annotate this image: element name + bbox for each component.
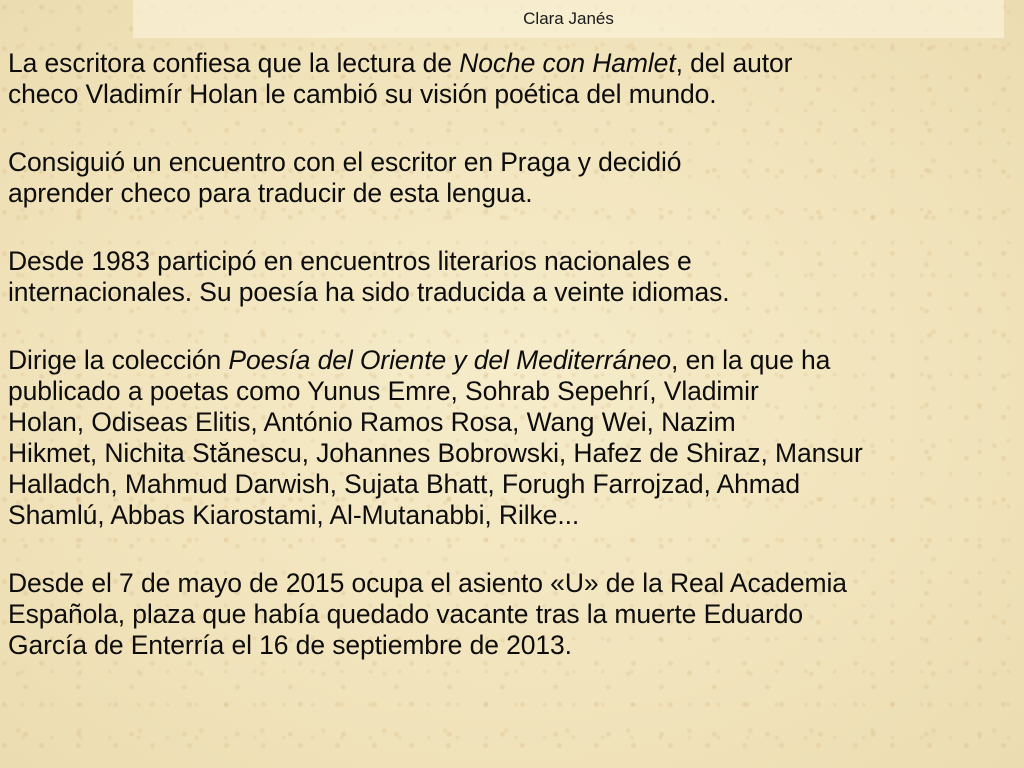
text-run: Hikmet, Nichita Stănescu, Johannes Bobrowski, Hafez de Shiraz, Mansur (8, 438, 863, 468)
text-run: , del autor (675, 48, 793, 78)
body-paragraph (8, 345, 1016, 531)
paragraph-line (8, 48, 1016, 79)
paragraph-line (8, 277, 1016, 308)
paragraph-line (8, 147, 1016, 178)
text-run: Dirige la colección (8, 345, 229, 375)
text-run: publicado a poetas como Yunus Emre, Sohrab Sepehrí, Vladimir (8, 376, 759, 406)
paragraph-line (8, 630, 1016, 661)
paragraph-line (8, 79, 1016, 110)
text-run: , en la que ha (671, 345, 831, 375)
paragraph-line (8, 469, 1016, 500)
paragraph-line (8, 568, 1016, 599)
body-paragraph (8, 48, 1016, 110)
text-run: Desde 1983 participó en encuentros literarios nacionales e (8, 246, 692, 276)
text-run: checo Vladimír Holan le cambió su visión poética del mundo. (8, 79, 717, 109)
italic-title: Noche con Hamlet (459, 48, 676, 78)
text-run: La escritora confiesa que la lectura de (8, 48, 460, 78)
paragraph-line (8, 438, 1016, 469)
paragraph-line (8, 376, 1016, 407)
body-paragraph (8, 246, 1016, 308)
text-run: Shamlú, Abbas Kiarostami, Al-Mutanabbi, Rilke... (8, 500, 580, 530)
slide-title: Clara Janés (523, 9, 614, 28)
text-run: Halladch, Mahmud Darwish, Sujata Bhatt, Forugh Farrojzad, Ahmad (8, 469, 801, 499)
paragraph-line (8, 246, 1016, 277)
text-run: Española, plaza que había quedado vacante tras la muerte Eduardo (8, 599, 804, 629)
paragraph-line (8, 407, 1016, 438)
italic-title: Poesía del Oriente y del Mediterráneo (228, 345, 672, 375)
text-run: internacionales. Su poesía ha sido traducida a veinte idiomas. (8, 277, 730, 307)
text-run: García de Enterría el 16 de septiembre de 2013. (8, 630, 572, 660)
text-run: aprender checo para traducir de esta lengua. (8, 178, 533, 208)
paragraph-line (8, 345, 1016, 376)
paragraph-line (8, 178, 1016, 209)
body-paragraph (8, 568, 1016, 661)
text-run: Holan, Odiseas Elitis, António Ramos Rosa, Wang Wei, Nazim (8, 407, 736, 437)
text-run: Desde el 7 de mayo de 2015 ocupa el asiento «U» de la Real Academia (8, 568, 847, 598)
paragraph-line (8, 500, 1016, 531)
text-run: Consiguió un encuentro con el escritor en Praga y decidió (8, 147, 682, 177)
slide-title-bar (133, 0, 1004, 38)
paragraph-line (8, 599, 1016, 630)
body-paragraph (8, 147, 1016, 209)
slide-body (8, 48, 1016, 661)
